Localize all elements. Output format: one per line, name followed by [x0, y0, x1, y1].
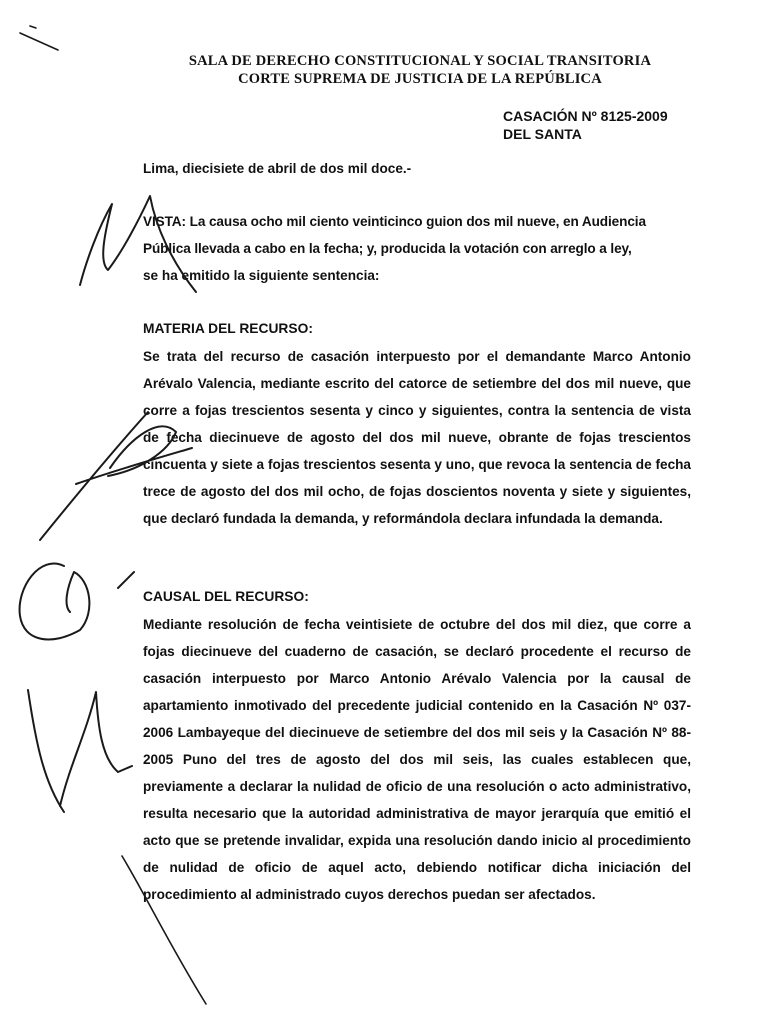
initial-signature-circle	[20, 564, 134, 640]
causal-heading: CAUSAL DEL RECURSO:	[143, 589, 309, 604]
date-line: Lima, diecisiete de abril de dos mil doce.-	[143, 161, 412, 176]
vista-line-2: Pública llevada a cabo en la fecha; y, producida la votación con arreglo a ley,	[143, 241, 632, 256]
corner-mark	[20, 26, 58, 50]
materia-paragraph: Se trata del recurso de casación interpuesto por el demandante Marco Antonio Arévalo Valencia, mediante escrito del catorce de setiembre del dos mil nueve, que corre a fojas trescientos sesenta y cinco y siguientes, contra la sentencia de vista de fecha diecinueve de agosto del dos mil nueve, obrante de fojas trescientos cincuenta y siete a fojas trescientos sesenta y uno, que revoca la sentencia de fecha trece de agosto del dos mil ocho, de fojas doscientos noventa y siete y siguientes, que declaró fundada la demanda, y reformándola declara infundada la demanda.	[143, 349, 691, 526]
initial-signature-lower	[28, 690, 132, 812]
vista-line-3: se ha emitido la siguiente sentencia:	[143, 268, 380, 283]
court-chamber-title: SALA DE DERECHO CONSTITUCIONAL Y SOCIAL TRANSITORIA	[188, 53, 652, 69]
case-number: CASACIÓN Nº 8125-2009	[503, 108, 668, 124]
vista-line-1: VISTA: La causa ocho mil ciento veinticinco guion dos mil nueve, en Audiencia	[143, 214, 646, 229]
causal-paragraph: Mediante resolución de fecha veintisiete de octubre del dos mil diez, que corre a fojas diecinueve del cuaderno de casación, se declaró procedente el recurso de casación interpuesto por Marco Antonio Arévalo Valencia por la causal de apartamiento inmotivado del precedente judicial contenido en la Casación Nº 037-2006 Lambayeque del diecinueve de setiembre del dos mil seis y la Casación Nº 88-2005 Puno del tres de agosto del dos mil seis, las cuales establecen que, previamente a declarar la nulidad de oficio de una resolución o acto administrativo, resulta necesario que la autoridad administrativa de mayor jerarquía que emitió el acto que se pretende invalidar, expida una resolución dando inicio al procedimiento de nulidad de oficio de aquel acto, debiendo notificar dicha iniciación del procedimiento al administrado cuyos derechos puedan ser afectados.	[143, 617, 691, 902]
case-district: DEL SANTA	[503, 126, 582, 142]
court-name-title: CORTE SUPREMA DE JUSTICIA DE LA REPÚBLICA	[238, 71, 602, 87]
materia-heading: MATERIA DEL RECURSO:	[143, 321, 313, 336]
